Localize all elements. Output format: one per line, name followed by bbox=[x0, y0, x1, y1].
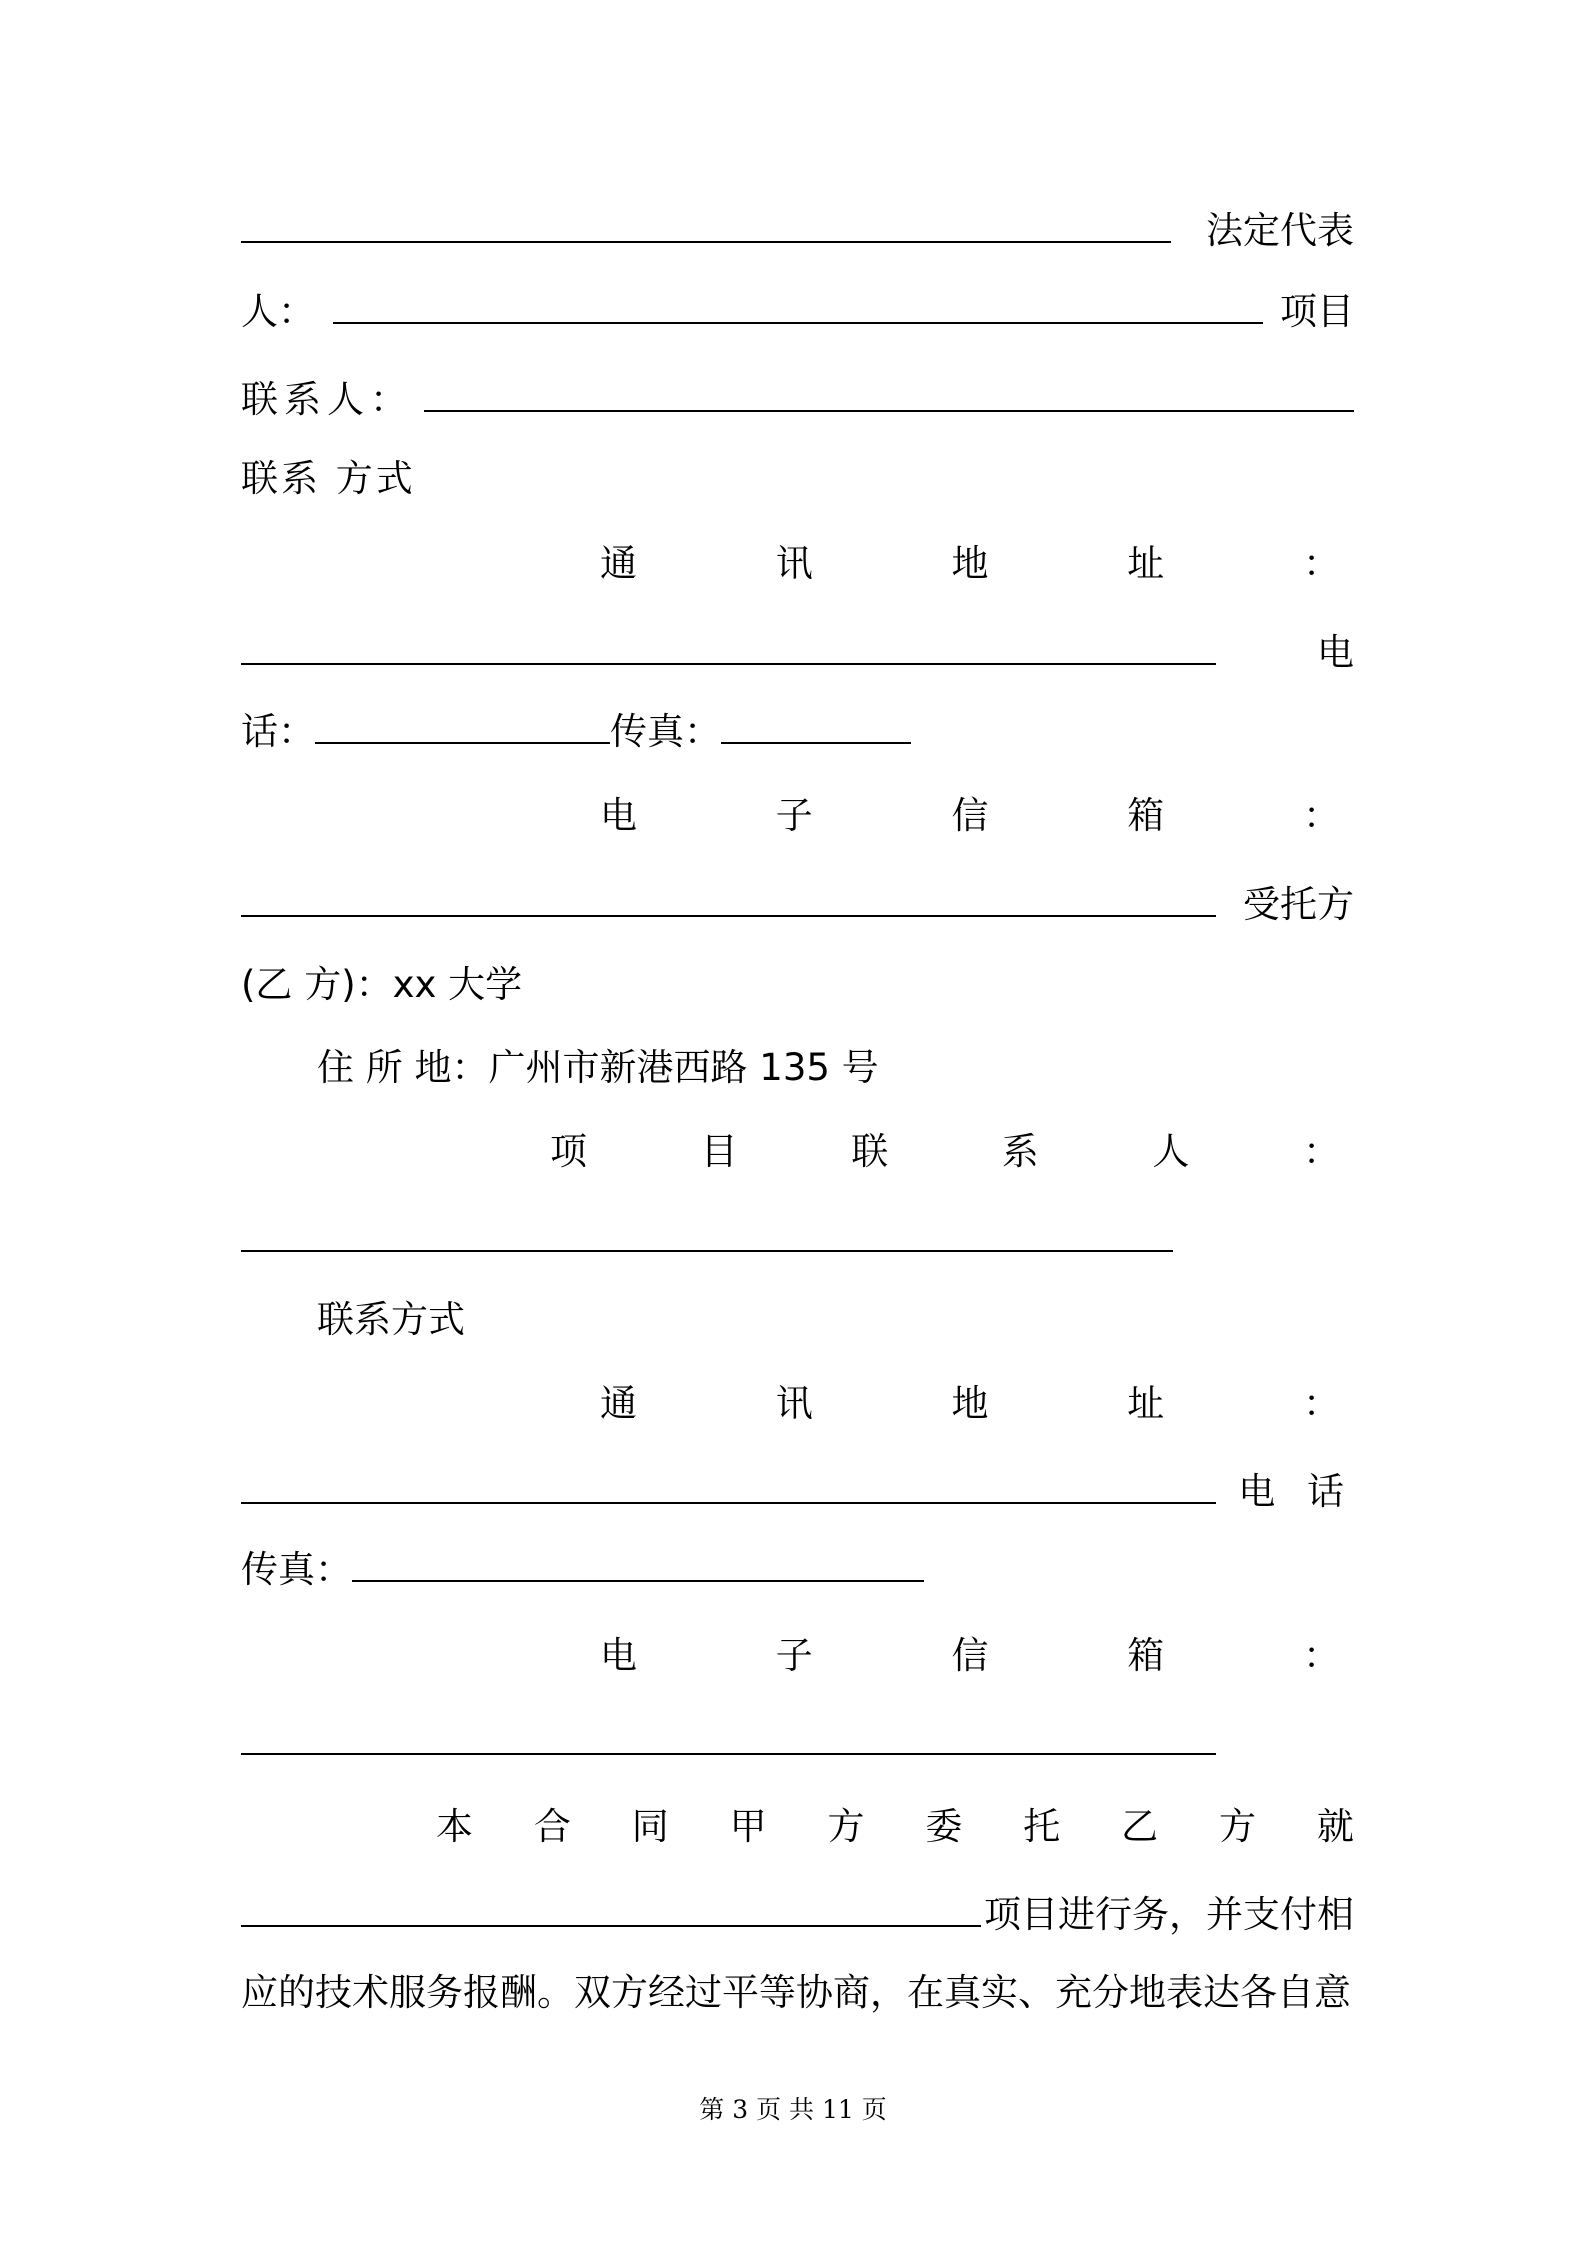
email-blank-line-b bbox=[241, 1713, 1354, 1773]
phone-label: 电 bbox=[1317, 631, 1354, 674]
project-label: 项目 bbox=[1280, 290, 1354, 333]
address-label-line-b bbox=[600, 1374, 1340, 1434]
intro-line bbox=[436, 1797, 1354, 1857]
contact-char: 目 bbox=[700, 1130, 738, 1173]
body-text: 项目进行务，并支付相 bbox=[984, 1893, 1354, 1936]
address-char: ： bbox=[1303, 1382, 1340, 1425]
email-char: 子 bbox=[775, 794, 813, 837]
email-char: 电 bbox=[600, 794, 637, 837]
intro-char: 方 bbox=[1219, 1805, 1256, 1848]
contact-method-label: 联系 方式 bbox=[241, 457, 416, 500]
legal-rep-line-1 bbox=[241, 201, 1354, 261]
body-line-2 bbox=[241, 1885, 1354, 1945]
address-char: 址 bbox=[1127, 542, 1165, 585]
phone-fax-line bbox=[241, 702, 1354, 762]
email-char: 子 bbox=[775, 1634, 813, 1677]
body-text: 应的技术服务报酬。双方经过平等协商，在真实、充分地表达各自意 bbox=[241, 1971, 1351, 2014]
blank-field[interactable] bbox=[241, 1722, 1216, 1755]
email-char: ： bbox=[1303, 1634, 1340, 1677]
residence-line bbox=[317, 1038, 1354, 1098]
phone-label-cont: 话： bbox=[241, 710, 315, 753]
contact-method-label: 联系方式 bbox=[317, 1298, 465, 1341]
blank-field[interactable] bbox=[352, 1549, 924, 1582]
blank-field[interactable] bbox=[241, 1219, 1173, 1252]
body-line-3 bbox=[241, 1963, 1354, 2023]
contact-char: 项 bbox=[550, 1130, 587, 1173]
address-char: 地 bbox=[951, 1382, 989, 1425]
contact-char: 系 bbox=[1001, 1130, 1039, 1173]
blank-field[interactable] bbox=[241, 884, 1216, 917]
phone-label: 电 话 bbox=[1238, 1470, 1354, 1513]
intro-char: 乙 bbox=[1121, 1805, 1159, 1848]
blank-field[interactable] bbox=[241, 1471, 1216, 1504]
project-contact-label-line bbox=[550, 1122, 1340, 1182]
email-char: 信 bbox=[951, 1634, 989, 1677]
intro-char: 本 bbox=[436, 1805, 473, 1848]
trustee-name-line bbox=[241, 955, 1354, 1015]
address-char: 讯 bbox=[775, 1382, 813, 1425]
intro-char: 合 bbox=[533, 1805, 571, 1848]
email-label-line bbox=[600, 786, 1340, 846]
blank-field[interactable] bbox=[424, 379, 1354, 412]
address-char: 通 bbox=[600, 542, 637, 585]
email-label-line-b bbox=[600, 1626, 1340, 1686]
blank-field[interactable] bbox=[315, 711, 610, 744]
address-label-line bbox=[600, 534, 1340, 594]
contact-char: ： bbox=[1302, 1130, 1340, 1173]
contact-method-heading bbox=[241, 449, 1354, 509]
trustee-line bbox=[241, 875, 1354, 935]
address-char: 址 bbox=[1127, 1382, 1165, 1425]
fax-label: 传真： bbox=[610, 710, 721, 753]
blank-field[interactable] bbox=[241, 632, 1216, 665]
contact-char: 人 bbox=[1152, 1130, 1190, 1173]
blank-field[interactable] bbox=[721, 711, 911, 744]
address-char: 讯 bbox=[775, 542, 813, 585]
legal-rep-label: 法定代表 bbox=[1206, 209, 1354, 252]
blank-field[interactable] bbox=[241, 1894, 981, 1927]
intro-char: 就 bbox=[1316, 1805, 1354, 1848]
project-contact-blank-line bbox=[241, 1210, 1354, 1270]
email-char: 电 bbox=[600, 1634, 637, 1677]
blank-field[interactable] bbox=[241, 210, 1171, 243]
address-blank-line-b bbox=[241, 1462, 1354, 1522]
fax-line-b bbox=[241, 1540, 1354, 1600]
intro-char: 方 bbox=[827, 1805, 865, 1848]
fax-label: 传真： bbox=[241, 1548, 352, 1591]
trustee-name: (乙 方)：xx 大学 bbox=[241, 963, 523, 1006]
contact-method-heading-b bbox=[317, 1290, 1354, 1350]
legal-rep-line-2 bbox=[241, 282, 1354, 342]
address-blank-line bbox=[241, 623, 1354, 683]
legal-rep-label-cont: 人： bbox=[241, 290, 315, 333]
email-char: 箱 bbox=[1127, 794, 1165, 837]
email-char: 箱 bbox=[1127, 1634, 1165, 1677]
address-char: 通 bbox=[600, 1382, 637, 1425]
intro-char: 同 bbox=[631, 1805, 669, 1848]
email-char: ： bbox=[1303, 794, 1340, 837]
address-char: ： bbox=[1303, 542, 1340, 585]
project-contact-label: 联系人： bbox=[241, 378, 413, 421]
residence-text: 住 所 地：广州市新港西路 135 号 bbox=[317, 1046, 879, 1089]
address-char: 地 bbox=[951, 542, 989, 585]
intro-char: 托 bbox=[1023, 1805, 1061, 1848]
intro-char: 甲 bbox=[729, 1805, 767, 1848]
contact-char: 联 bbox=[851, 1130, 889, 1173]
trustee-label: 受托方 bbox=[1243, 883, 1354, 926]
intro-char: 委 bbox=[925, 1805, 963, 1848]
email-char: 信 bbox=[951, 794, 989, 837]
page-number: 第 3 页 共 11 页 bbox=[699, 2095, 887, 2124]
project-contact-line bbox=[241, 370, 1354, 430]
blank-field[interactable] bbox=[333, 291, 1263, 324]
